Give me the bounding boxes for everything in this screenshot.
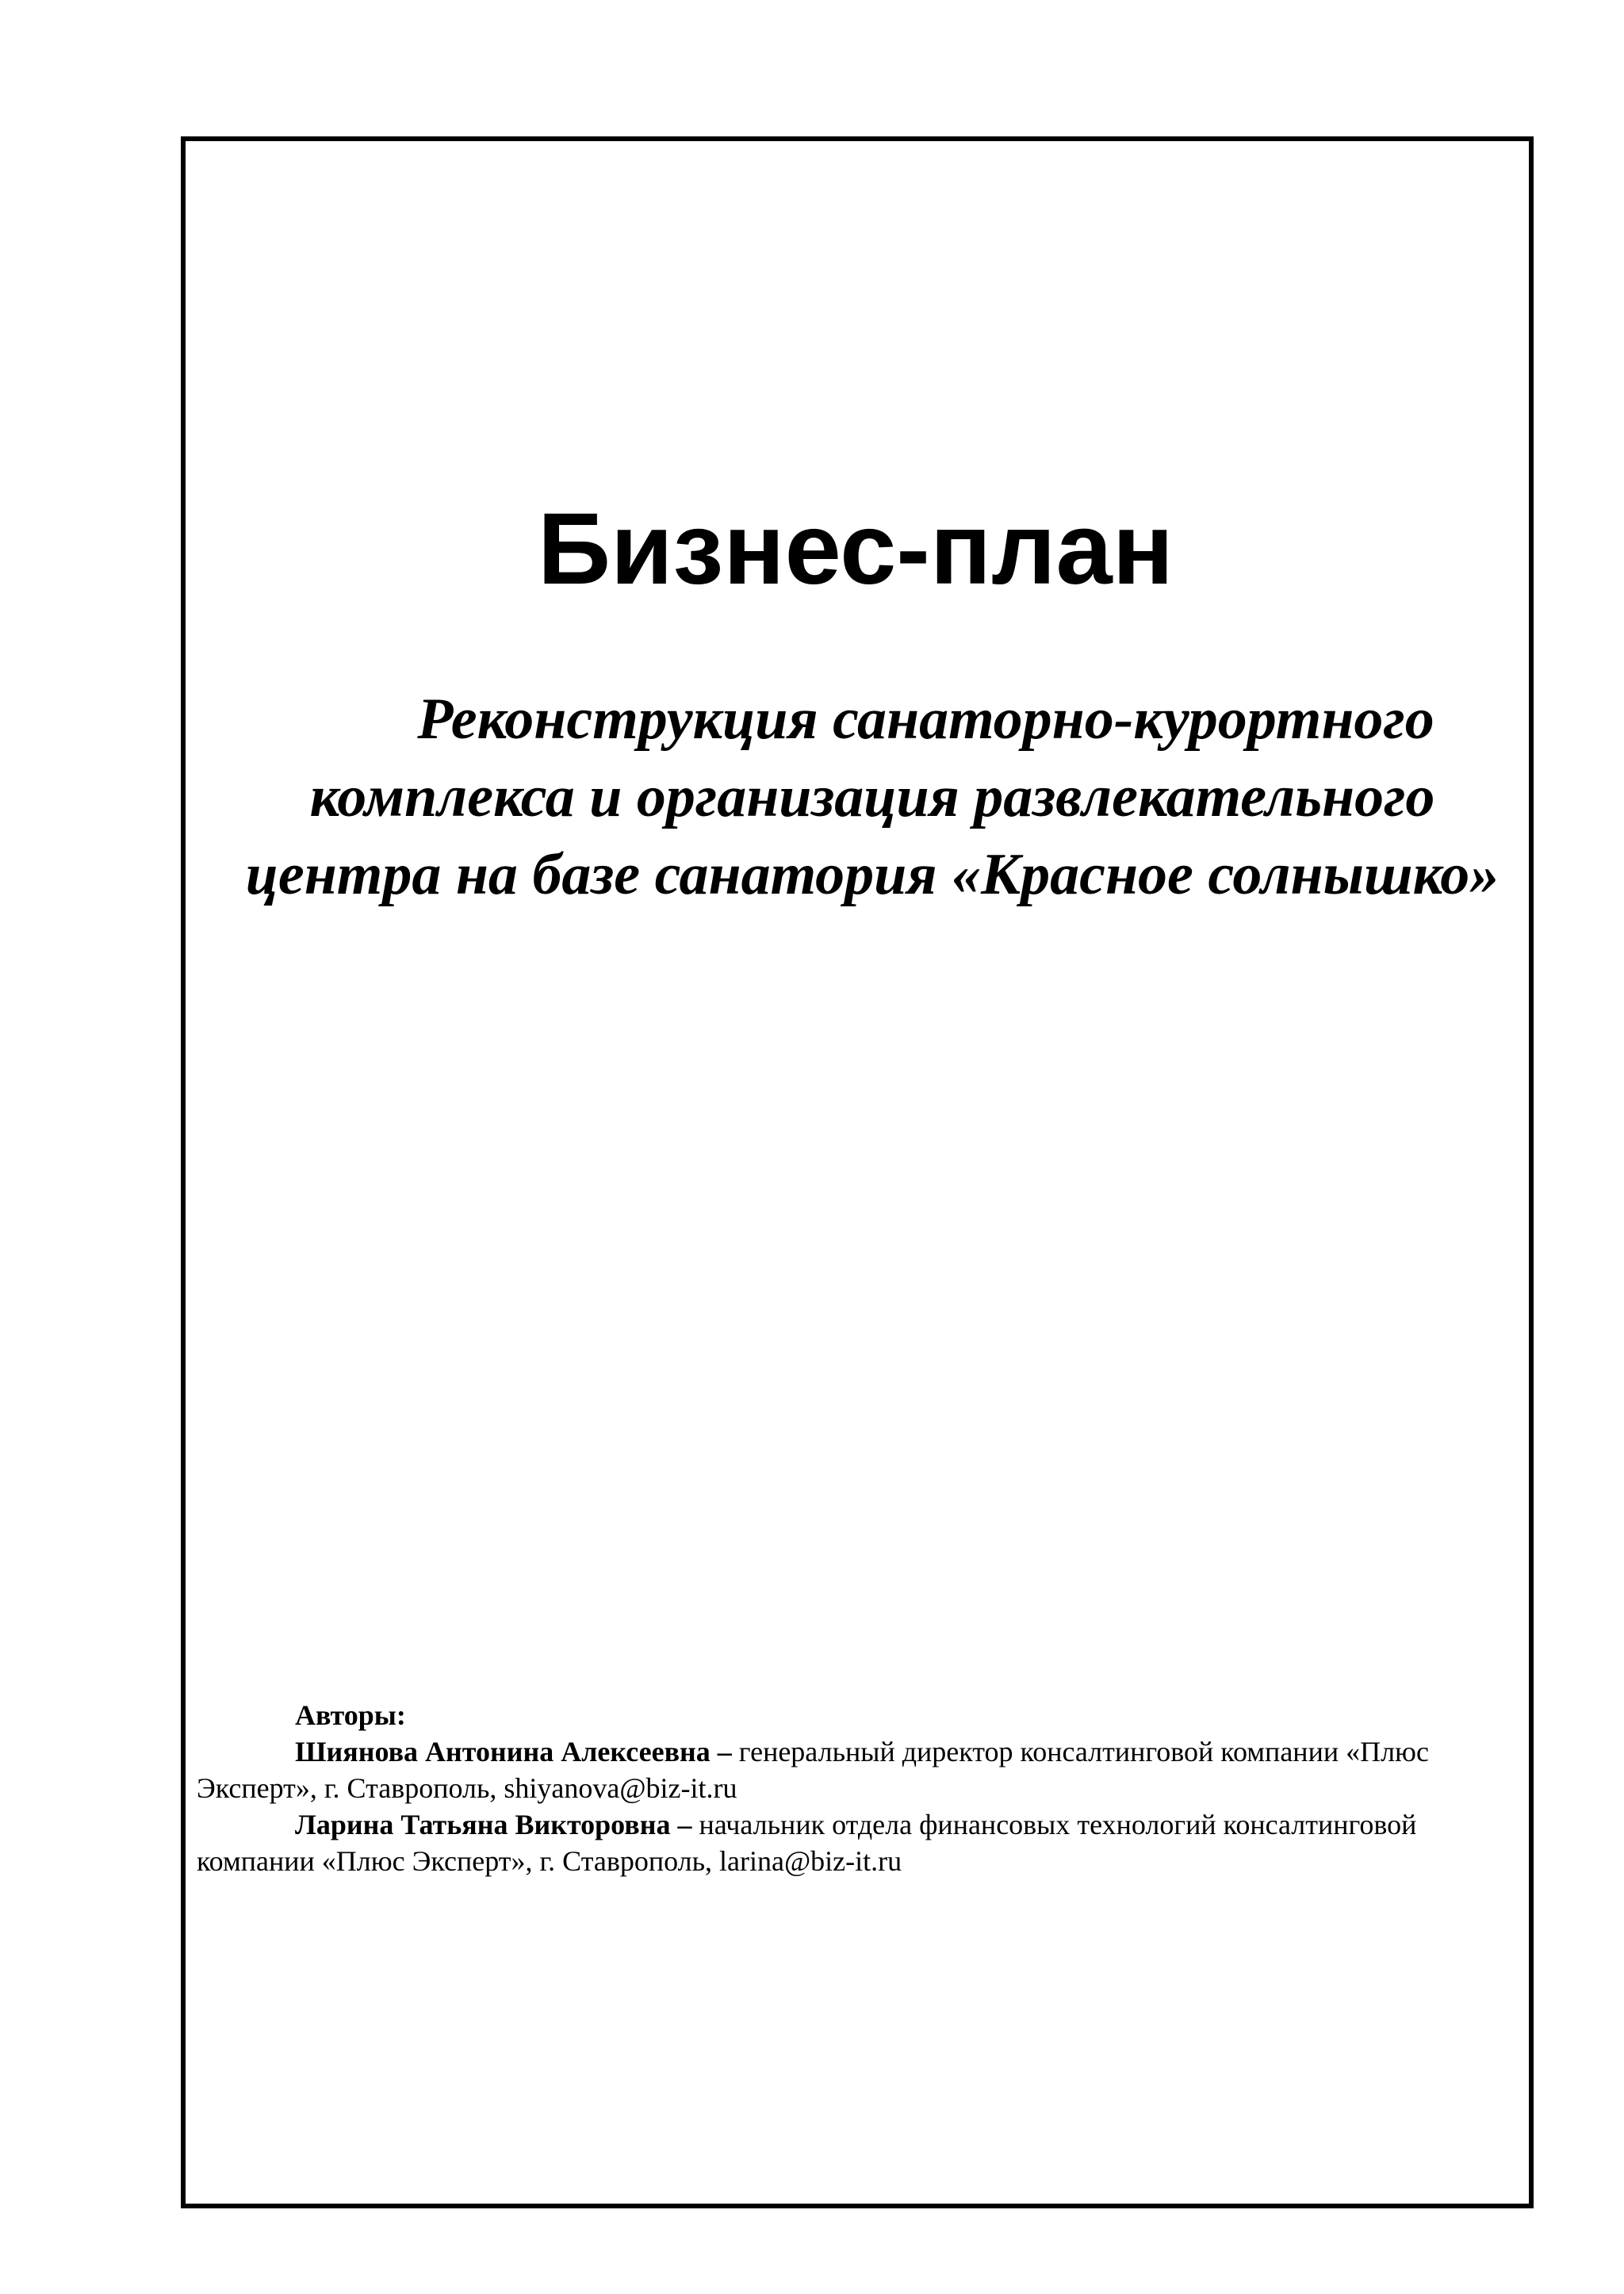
author-name: Ларина Татьяна Викторовна xyxy=(295,1809,671,1840)
document-title: Бизнес-план xyxy=(537,492,1174,606)
subtitle-text: Реконструкция санаторно-курортного комплекса и организация развлекательного центра на базе санатория «Красное солнышко» xyxy=(245,687,1500,907)
authors-block xyxy=(197,1697,1513,1879)
author-separator: – xyxy=(670,1809,699,1840)
author-name: Шиянова Антонина Алексеевна xyxy=(295,1736,710,1767)
author-description: начальник отдела финансовых технологий консалтинговой компании «Плюс Эксперт», г. Ставрополь, larina@biz-it.ru xyxy=(197,1809,1417,1877)
author-entry xyxy=(197,1806,1513,1879)
author-entry xyxy=(197,1733,1513,1806)
page-border-frame xyxy=(181,136,1534,2208)
document-subtitle xyxy=(230,680,1515,913)
authors-heading: Авторы: xyxy=(295,1699,406,1731)
author-separator: – xyxy=(710,1736,739,1767)
author-description: генеральный директор консалтинговой компании «Плюс Эксперт», г. Ставрополь, shiyanova@biz-it.ru xyxy=(197,1736,1429,1804)
